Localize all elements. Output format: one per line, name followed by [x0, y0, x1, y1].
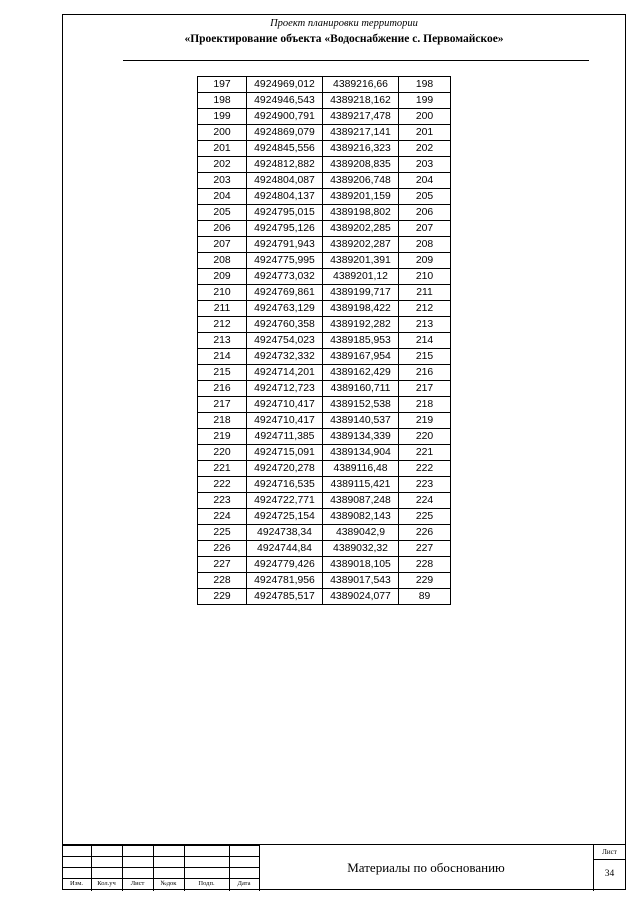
y-coordinate-cell: 4389216,66	[323, 77, 399, 93]
y-coordinate-cell: 4389115,421	[323, 477, 399, 493]
x-coordinate-cell: 4924946,543	[247, 93, 323, 109]
x-coordinate-cell: 4924754,023	[247, 333, 323, 349]
object-title: «Проектирование объекта «Водоснабжение с. Первомайское»	[184, 33, 504, 45]
point-number-cell: 199	[198, 109, 247, 125]
x-coordinate-cell: 4924763,129	[247, 301, 323, 317]
y-coordinate-cell: 4389217,478	[323, 109, 399, 125]
point-number-cell: 228	[198, 573, 247, 589]
point-number-cell: 197	[198, 77, 247, 93]
x-coordinate-cell: 4924760,358	[247, 317, 323, 333]
next-point-number-cell: 215	[399, 349, 451, 365]
table-row	[198, 253, 451, 269]
x-coordinate-cell: 4924712,723	[247, 381, 323, 397]
y-coordinate-cell: 4389192,282	[323, 317, 399, 333]
table-row	[198, 189, 451, 205]
x-coordinate-cell: 4924744,84	[247, 541, 323, 557]
y-coordinate-cell: 4389218,162	[323, 93, 399, 109]
label-list: Лист	[130, 880, 145, 887]
next-point-number-cell: 229	[399, 573, 451, 589]
table-row	[198, 109, 451, 125]
label-ndok: №док	[160, 880, 177, 887]
y-coordinate-cell: 4389185,953	[323, 333, 399, 349]
next-point-number-cell: 209	[399, 253, 451, 269]
y-coordinate-cell: 4389201,12	[323, 269, 399, 285]
y-coordinate-cell: 4389160,711	[323, 381, 399, 397]
next-point-number-cell: 220	[399, 429, 451, 445]
x-coordinate-cell: 4924845,556	[247, 141, 323, 157]
next-point-number-cell: 221	[399, 445, 451, 461]
point-number-cell: 198	[198, 93, 247, 109]
point-number-cell: 222	[198, 477, 247, 493]
label-izm: Изм.	[70, 880, 83, 887]
table-row	[198, 221, 451, 237]
y-coordinate-cell: 4389201,159	[323, 189, 399, 205]
table-row	[198, 141, 451, 157]
next-point-number-cell: 207	[399, 221, 451, 237]
table-row	[198, 125, 451, 141]
y-coordinate-cell: 4389199,717	[323, 285, 399, 301]
point-number-cell: 204	[198, 189, 247, 205]
coordinates-table	[197, 76, 451, 605]
x-coordinate-cell: 4924769,861	[247, 285, 323, 301]
point-number-cell: 203	[198, 173, 247, 189]
point-number-cell: 226	[198, 541, 247, 557]
next-point-number-cell: 210	[399, 269, 451, 285]
table-row	[198, 333, 451, 349]
x-coordinate-cell: 4924725,154	[247, 509, 323, 525]
y-coordinate-cell: 4389206,748	[323, 173, 399, 189]
table-row	[198, 301, 451, 317]
y-coordinate-cell: 4389202,285	[323, 221, 399, 237]
table-row	[198, 589, 451, 605]
sheet-label: Лист	[602, 848, 617, 856]
table-row	[198, 365, 451, 381]
next-point-number-cell: 224	[399, 493, 451, 509]
next-point-number-cell: 222	[399, 461, 451, 477]
point-number-cell: 224	[198, 509, 247, 525]
y-coordinate-cell: 4389134,904	[323, 445, 399, 461]
next-point-number-cell: 206	[399, 205, 451, 221]
y-coordinate-cell: 4389024,077	[323, 589, 399, 605]
point-number-cell: 217	[198, 397, 247, 413]
point-number-cell: 212	[198, 317, 247, 333]
table-row	[198, 541, 451, 557]
point-number-cell: 220	[198, 445, 247, 461]
y-coordinate-cell: 4389208,835	[323, 157, 399, 173]
next-point-number-cell: 199	[399, 93, 451, 109]
x-coordinate-cell: 4924711,385	[247, 429, 323, 445]
next-point-number-cell: 228	[399, 557, 451, 573]
table-row	[198, 445, 451, 461]
next-point-number-cell: 217	[399, 381, 451, 397]
point-number-cell: 202	[198, 157, 247, 173]
y-coordinate-cell: 4389140,537	[323, 413, 399, 429]
sheet-number: 34	[604, 869, 615, 879]
x-coordinate-cell: 4924732,332	[247, 349, 323, 365]
title-block	[62, 844, 626, 890]
table-row	[198, 93, 451, 109]
table-row	[198, 397, 451, 413]
y-coordinate-cell: 4389017,543	[323, 573, 399, 589]
table-row	[198, 285, 451, 301]
table-row	[198, 573, 451, 589]
x-coordinate-cell: 4924781,956	[247, 573, 323, 589]
next-point-number-cell: 216	[399, 365, 451, 381]
point-number-cell: 206	[198, 221, 247, 237]
table-row	[198, 493, 451, 509]
x-coordinate-cell: 4924869,079	[247, 125, 323, 141]
x-coordinate-cell: 4924710,417	[247, 413, 323, 429]
next-point-number-cell: 201	[399, 125, 451, 141]
table-row	[198, 237, 451, 253]
point-number-cell: 227	[198, 557, 247, 573]
next-point-number-cell: 212	[399, 301, 451, 317]
next-point-number-cell: 219	[399, 413, 451, 429]
point-number-cell: 200	[198, 125, 247, 141]
table-row	[198, 173, 451, 189]
next-point-number-cell: 223	[399, 477, 451, 493]
point-number-cell: 215	[198, 365, 247, 381]
next-point-number-cell: 198	[399, 77, 451, 93]
next-point-number-cell: 208	[399, 237, 451, 253]
y-coordinate-cell: 4389152,538	[323, 397, 399, 413]
point-number-cell: 208	[198, 253, 247, 269]
y-coordinate-cell: 4389217,141	[323, 125, 399, 141]
point-number-cell: 229	[198, 589, 247, 605]
next-point-number-cell: 203	[399, 157, 451, 173]
x-coordinate-cell: 4924779,426	[247, 557, 323, 573]
x-coordinate-cell: 4924714,201	[247, 365, 323, 381]
y-coordinate-cell: 4389162,429	[323, 365, 399, 381]
next-point-number-cell: 211	[399, 285, 451, 301]
label-podp: Подп.	[198, 880, 215, 887]
next-point-number-cell: 214	[399, 333, 451, 349]
next-point-number-cell: 202	[399, 141, 451, 157]
table-row	[198, 413, 451, 429]
label-data: Дата	[237, 880, 251, 887]
table-row	[198, 429, 451, 445]
point-number-cell: 207	[198, 237, 247, 253]
table-row	[198, 477, 451, 493]
y-coordinate-cell: 4389018,105	[323, 557, 399, 573]
x-coordinate-cell: 4924795,126	[247, 221, 323, 237]
x-coordinate-cell: 4924715,091	[247, 445, 323, 461]
point-number-cell: 213	[198, 333, 247, 349]
y-coordinate-cell: 4389201,391	[323, 253, 399, 269]
table-row	[198, 77, 451, 93]
point-number-cell: 211	[198, 301, 247, 317]
next-point-number-cell: 213	[399, 317, 451, 333]
table-row	[198, 557, 451, 573]
x-coordinate-cell: 4924804,087	[247, 173, 323, 189]
point-number-cell: 223	[198, 493, 247, 509]
y-coordinate-cell: 4389087,248	[323, 493, 399, 509]
table-row	[198, 461, 451, 477]
x-coordinate-cell: 4924804,137	[247, 189, 323, 205]
table-row	[198, 349, 451, 365]
point-number-cell: 221	[198, 461, 247, 477]
table-row	[198, 317, 451, 333]
x-coordinate-cell: 4924738,34	[247, 525, 323, 541]
point-number-cell: 219	[198, 429, 247, 445]
y-coordinate-cell: 4389116,48	[323, 461, 399, 477]
y-coordinate-cell: 4389134,339	[323, 429, 399, 445]
y-coordinate-cell: 4389167,954	[323, 349, 399, 365]
y-coordinate-cell: 4389032,32	[323, 541, 399, 557]
y-coordinate-cell: 4389198,422	[323, 301, 399, 317]
x-coordinate-cell: 4924791,943	[247, 237, 323, 253]
x-coordinate-cell: 4924775,995	[247, 253, 323, 269]
y-coordinate-cell: 4389042,9	[323, 525, 399, 541]
point-number-cell: 201	[198, 141, 247, 157]
next-point-number-cell: 204	[399, 173, 451, 189]
next-point-number-cell: 218	[399, 397, 451, 413]
next-point-number-cell: 89	[399, 589, 451, 605]
x-coordinate-cell: 4924969,012	[247, 77, 323, 93]
table-row	[198, 157, 451, 173]
point-number-cell: 214	[198, 349, 247, 365]
next-point-number-cell: 226	[399, 525, 451, 541]
x-coordinate-cell: 4924900,791	[247, 109, 323, 125]
x-coordinate-cell: 4924716,535	[247, 477, 323, 493]
table-row	[198, 269, 451, 285]
next-point-number-cell: 225	[399, 509, 451, 525]
table-row	[198, 205, 451, 221]
document-section-title: Материалы по обоснованию	[347, 860, 505, 875]
revision-grid	[62, 845, 259, 891]
x-coordinate-cell: 4924710,417	[247, 397, 323, 413]
x-coordinate-cell: 4924720,278	[247, 461, 323, 477]
next-point-number-cell: 200	[399, 109, 451, 125]
y-coordinate-cell: 4389216,323	[323, 141, 399, 157]
x-coordinate-cell: 4924773,032	[247, 269, 323, 285]
header-divider	[123, 60, 589, 61]
point-number-cell: 225	[198, 525, 247, 541]
point-number-cell: 209	[198, 269, 247, 285]
table-row	[198, 509, 451, 525]
y-coordinate-cell: 4389082,143	[323, 509, 399, 525]
next-point-number-cell: 227	[399, 541, 451, 557]
point-number-cell: 205	[198, 205, 247, 221]
x-coordinate-cell: 4924722,771	[247, 493, 323, 509]
x-coordinate-cell: 4924785,517	[247, 589, 323, 605]
table-row	[198, 381, 451, 397]
next-point-number-cell: 205	[399, 189, 451, 205]
table-row	[198, 525, 451, 541]
point-number-cell: 218	[198, 413, 247, 429]
y-coordinate-cell: 4389198,802	[323, 205, 399, 221]
project-header: Проект планировки территории	[270, 18, 418, 29]
y-coordinate-cell: 4389202,287	[323, 237, 399, 253]
point-number-cell: 210	[198, 285, 247, 301]
label-kol-uch: Кол.уч	[97, 880, 116, 887]
point-number-cell: 216	[198, 381, 247, 397]
x-coordinate-cell: 4924812,882	[247, 157, 323, 173]
x-coordinate-cell: 4924795,015	[247, 205, 323, 221]
